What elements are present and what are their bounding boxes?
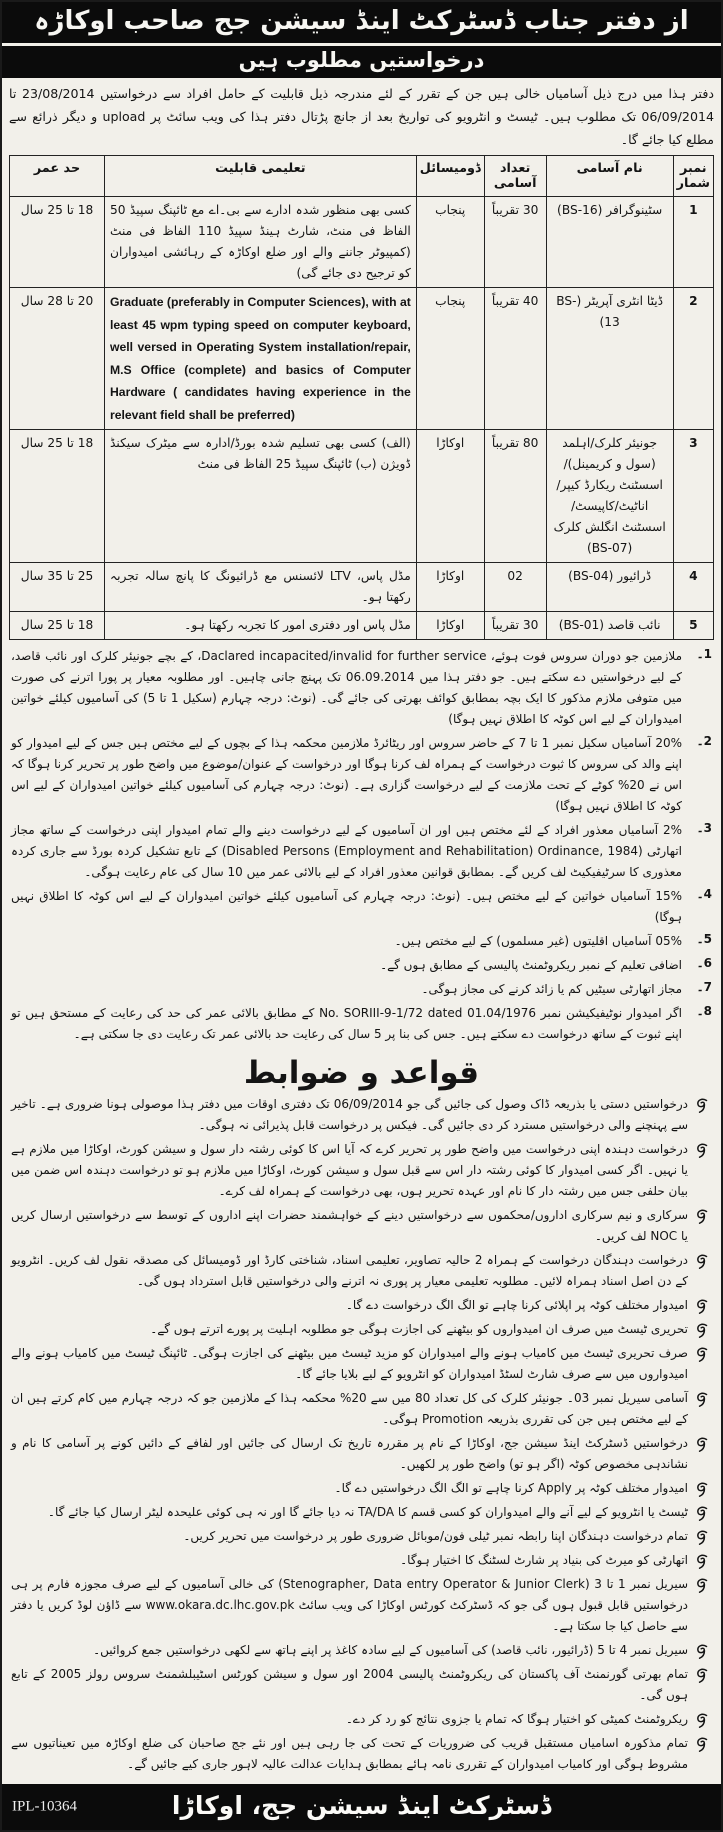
vacancies-table-header [10, 156, 714, 197]
note-text: 15% آسامیاں خواتین کے لیے مختص ہیں۔ (نوٹ: درجہ چہارم کی آسامیوں کیلئے خواتین امیدواران کے لیے اس کوٹہ کا اطلاق نہیں ہوگا) [11, 889, 682, 924]
table-row [10, 288, 714, 430]
cell-post-name: سٹینوگرافر (BS-16) [546, 197, 673, 288]
rule-text: درخواستیں دستی یا بذریعہ ڈاک وصول کی جائیں گی جو 06/09/2014 تک دفتری اوقات میں دفتر ہذا موصولی ہونا ضروری ہے۔ تاخیر سے پہنچنے والی درخواستیں مسترد کر دی جائیں گی۔ فیکس پر درخواست قابل پذیرائی نہ ہوگی۔ [11, 1097, 688, 1132]
rule-text: آسامی سیریل نمبر 03۔ جونیئر کلرک کی کل تعداد 80 میں سے 20% محکمہ ہذا کے ملازمین جو کہ درجہ چہارم میں کام کرتے ہیں ان کے لیے مختص ہیں جن کی تقرری بذریعہ Promotion ہوگی۔ [11, 1391, 689, 1426]
intro-paragraph: دفتر ہذا میں درج ذیل آسامیاں خالی ہیں جن کے تقرر کے لئے مندرجہ ذیل قابلیت کے حامل افراد سے درخواستیں 23/08/2014 تا 06/09/2014 تک مطلوب ہیں۔ ٹیسٹ و انٹرویو کی تواریخ بعد از جانچ پڑتال دفتر ہذا کی ویب سائٹ پر upload و دیگر ذرائع سے مطلع کیا جائے گا۔ [9, 86, 714, 147]
cell-domicile: اوکاڑا [416, 563, 484, 612]
col-header-serial: نمبر شمار [673, 156, 713, 197]
col-header-post-count: تعداد آسامی [484, 156, 546, 197]
note-number: 4۔ [696, 887, 712, 901]
misra-bullet-icon [688, 1550, 712, 1569]
misra-bullet-icon [688, 1319, 712, 1338]
rule-text: تحریری ٹیسٹ میں صرف ان امیدواروں کو بیٹھنے کی اجازت ہوگی جو مطلوبہ اہلیت پر پورے اترتے ہوں گے۔ [150, 1322, 688, 1336]
col-header-post-name: نام آسامی [546, 156, 673, 197]
cell-post-name: جونیئر کلرک/اہلمد (سول و کریمینل)/اسسٹنٹ ریکارڈ کیپر/اناٹیٹ/کاپیسٹ/اسسٹنٹ انگلش کلرک (BS-07) [546, 430, 673, 563]
rule-item [11, 1094, 712, 1139]
cell-domicile: پنجاب [416, 197, 484, 288]
rule-item [11, 1319, 712, 1343]
cell-serial: 3 [673, 430, 713, 563]
misra-bullet-icon [688, 1478, 712, 1497]
footer-signature: ڈسٹرکٹ اینڈ سیشن جج، اوکاڑا [171, 1790, 552, 1820]
cell-age-limit: 20 تا 28 سال [10, 288, 105, 430]
rule-text: ریکروٹمنٹ کمیٹی کو اختیار ہوگا کہ تمام یا جزوی نتائج کو رد کر دے۔ [345, 1712, 688, 1726]
rule-item [11, 1433, 712, 1478]
cell-post-name: ڈرائیور (BS-04) [546, 563, 673, 612]
ad-reference-code: IPL-10364 [12, 1798, 77, 1815]
cell-age-limit: 18 تا 25 سال [10, 612, 105, 640]
note-number: 3۔ [696, 821, 712, 835]
misra-bullet-icon [688, 1250, 712, 1269]
note-number: 6۔ [696, 956, 712, 970]
cell-serial: 1 [673, 197, 713, 288]
cell-post-count: 40 تقریباً [484, 288, 546, 430]
rule-text: صرف تحریری ٹیسٹ میں کامیاب ہونے والے امیدواران کو مزید ٹیسٹ میں بیٹھنے کی اجازت ہوگی۔ ٹائپنگ ٹیسٹ میں کامیاب ہونے والے امیدواروں میں سے صرف شارٹ لسٹڈ امیدواران کو انٹرویو کے لیے بلایا جائے گا۔ [11, 1346, 688, 1381]
cell-domicile: اوکاڑا [416, 430, 484, 563]
note-text: ملازمین جو دوران سروس فوت ہوئے، Daclared incapacited/invalid for further service، کے بچے جونیئر کلرک اور نائب قاصد، کے لیے درخواستیں دے سکتے ہیں۔ جو دفتر ہذا میں 06.09.2014 تک پہنچ جانی چاہیں۔ اور مطلوبہ معیار پر پورا اترنے کی صورت میں متوفی ملازم مذکور کا ایک بچہ بمطابق کوائف بھرتی کی جائے گی۔ (نوٹ: درجہ چہارم (سکیل 1 تا 5) کی آسامیوں کیلئے خواتین امیدواران کے لیے اس کوٹہ کا اطلاق نہیں ہوگا) [11, 649, 683, 726]
rule-text: امیدوار مختلف کوٹہ پر Apply کرنا چاہے تو الگ الگ درخواستیں دے گا۔ [334, 1481, 688, 1495]
table-row [10, 430, 714, 563]
rule-item [11, 1250, 712, 1295]
misra-bullet-icon [688, 1295, 712, 1314]
cell-post-name: ڈیٹا انٹری آپریٹر (BS-13) [546, 288, 673, 430]
note-number: 5۔ [696, 932, 712, 946]
misra-bullet-icon [688, 1139, 712, 1158]
misra-bullet-icon [688, 1574, 712, 1593]
cell-age-limit: 25 تا 35 سال [10, 563, 105, 612]
rule-item [11, 1139, 712, 1205]
cell-qualification: مڈل پاس اور دفتری امور کا تجربہ رکھتا ہو۔ [105, 612, 417, 640]
rule-item [11, 1478, 712, 1502]
misra-bullet-icon [688, 1640, 712, 1659]
rule-text: درخواست دہندہ اپنی درخواست میں واضح طور پر تحریر کرے کہ آیا اس کا کوئی رشتہ دار سول و سیشن کورٹ، اوکاڑا میں ملازم ہے یا نہیں۔ اگر کسی امیدوار کا کوئی رشتہ دار اس سے قبل سول و سیشن کورٹ، اوکاڑا میں ملازم ہو تو درخواست دہندہ اس ضمن میں بیان حلفی جس میں رشتہ دار کا نام اور عہدہ تحریر ہوں، بھی درخواست کے ہمراہ لف کرے۔ [11, 1142, 688, 1198]
rule-item [11, 1664, 712, 1709]
cell-age-limit: 18 تا 25 سال [10, 430, 105, 563]
cell-post-count: 02 [484, 563, 546, 612]
cell-domicile: اوکاڑا [416, 612, 484, 640]
rule-item [11, 1205, 712, 1250]
note-text: اضافی تعلیم کے نمبر ریکروٹمنٹ پالیسی کے مطابق ہوں گے۔ [380, 958, 682, 972]
table-row [10, 197, 714, 288]
rule-item [11, 1574, 712, 1640]
cell-qualification: مڈل پاس، LTV لائسنس مع ڈرائیونگ کا پانچ سالہ تجربہ رکھتا ہو۔ [105, 563, 417, 612]
cell-post-count: 30 تقریباً [484, 197, 546, 288]
note-number: 1۔ [696, 647, 712, 661]
rule-text: تمام درخواست دہندگان اپنا رابطہ نمبر ٹیلی فون/موبائل ضروری طور پر درخواست میں تحریر کریں۔ [183, 1529, 688, 1543]
footer-bar [2, 1784, 721, 1830]
notes-list [11, 646, 712, 1048]
note-text: 20% آسامیاں سکیل نمبر 1 تا 7 کے حاضر سروس اور ریٹائرڈ ملازمین محکمہ ہذا کے بچوں کے لیے مختص ہیں جس کے لیے امیدوار کو اپنے والد کی سروس کا ثبوت درخواست کے ہمراہ لف کرنا ہوگا اور درخواست کے عنوان/موضوع میں واضح طور پر تحریر کرنا ہوگا کہ اس نے 20% کوٹے کے تحت ملازمت کے لیے درخواست گزاری ہے۔ (نوٹ: درجہ چہارم کی آسامیوں کیلئے خواتین امیدواران کے لیے اس کوٹہ کا اطلاق نہیں ہوگا) [11, 736, 683, 813]
rule-item [11, 1343, 712, 1388]
misra-bullet-icon [688, 1343, 712, 1362]
note-text: اگر امیدوار نوٹیفیکیشن نمبر No. SORIII-9-1/72 dated 01.04/1976 کے مطابق بالائی عمر کی حد کی رعایت کے مستحق ہیں تو اپنے ثبوت کے ساتھ درخواست دے سکتے ہیں۔ جس کی بنا پر 5 سال کی رعایت حد بالائی عمر تک رعایت دی جا سکتی ہے۔ [11, 1006, 682, 1041]
note-item [11, 733, 712, 820]
rule-item [11, 1526, 712, 1550]
cell-domicile: پنجاب [416, 288, 484, 430]
cell-post-count: 80 تقریباً [484, 430, 546, 563]
cell-age-limit: 18 تا 25 سال [10, 197, 105, 288]
rule-item [11, 1502, 712, 1526]
cell-qualification: (الف) کسی بھی تسلیم شدہ بورڈ/ادارہ سے میٹرک سیکنڈ ڈویژن (ب) ٹائپنگ سپیڈ 25 الفاظ فی منٹ [105, 430, 417, 563]
rule-text: سرکاری و نیم سرکاری اداروں/محکموں سے درخواستیں دینے کے خواہشمند حضرات اپنے اداروں کے توسط سے درخواستیں ارسال کریں یا NOC لف کریں۔ [11, 1208, 688, 1243]
note-text: 2% آسامیاں معذور افراد کے لئے مختص ہیں اور ان آسامیوں کے لیے درخواست دینے والے تمام امیدوار اپنی درخواست کے ساتھ مجاز اتھارٹی (Disabled Persons (Employment and Rehabilitation) Ordinance, 1984) کے تابع تشکیل کردہ بورڈ سے جاری کردہ معذوری کا سرٹیفیکیٹ لف کریں گے۔ بمطابق قوانین معذور افراد کے لیے بالائی عمر میں 10 سال کی عام رعایت ہوگی۔ [11, 823, 683, 879]
misra-bullet-icon [688, 1526, 712, 1545]
cell-post-count: 30 تقریباً [484, 612, 546, 640]
rule-text: اتھارٹی کو میرٹ کی بنیاد پر شارٹ لسٹنگ کا اختیار ہوگا۔ [400, 1553, 688, 1567]
note-text: مجاز اتھارٹی سیٹیں کم یا زائد کرنے کی مجاز ہوگی۔ [421, 982, 682, 996]
misra-bullet-icon [688, 1733, 712, 1752]
misra-bullet-icon [688, 1094, 712, 1113]
cell-serial: 4 [673, 563, 713, 612]
rule-text: درخواستیں ڈسٹرکٹ اینڈ سیشن جج، اوکاڑا کے نام پر مقررہ تاریخ تک ارسال کی جائیں اور لفافے کے دائیں کونے پر آسامی کا نام و نشاندہی مخصوص کوٹہ (اگر ہو تو) واضح طور پر لکھیں۔ [11, 1436, 688, 1471]
cell-serial: 2 [673, 288, 713, 430]
rule-item [11, 1388, 712, 1433]
rules-list [11, 1094, 712, 1778]
rule-item [11, 1733, 712, 1778]
misra-bullet-icon [688, 1433, 712, 1452]
masthead-title: از دفتر جناب ڈسٹرکٹ اینڈ سیشن جج صاحب اوکاڑہ [2, 2, 721, 43]
table-row [10, 563, 714, 612]
misra-bullet-icon [688, 1388, 712, 1407]
rule-item [11, 1709, 712, 1733]
rule-text: امیدوار مختلف کوٹہ پر اپلائی کرنا چاہے تو الگ الگ درخواست دے گا۔ [345, 1298, 688, 1312]
rule-text: ٹیسٹ یا انٹرویو کے لیے آنے والے امیدواران کو کسی قسم کا TA/DA نہ دیا جائے گا اور نہ ہی کوئی علیحدہ لیٹر ارسال کیا جائے گا۔ [47, 1505, 688, 1519]
cell-qualification: کسی بھی منظور شدہ ادارے سے بی۔اے مع ٹائپنگ سپیڈ 50 الفاظ فی منٹ، شارٹ ہینڈ سپیڈ 110 الفاظ فی منٹ (کمپیوٹر جاننے والے اور ضلع اوکاڑہ کے رہائشی امیدواران کو ترجیح دی جائے گی) [105, 197, 417, 288]
ad-body [2, 78, 721, 1784]
rule-item [11, 1295, 712, 1319]
rule-item [11, 1640, 712, 1664]
note-item [11, 979, 712, 1003]
note-number: 7۔ [696, 980, 712, 994]
table-row [10, 612, 714, 640]
vacancies-table [9, 155, 714, 640]
rule-text: تمام بھرتی گورنمنٹ آف پاکستان کی ریکروٹمنٹ پالیسی 2004 اور سول و سیشن کورٹس اسٹیبلشمنٹ سروس رولز 2005 کے تابع ہوں گی۔ [11, 1667, 688, 1702]
misra-bullet-icon [688, 1664, 712, 1683]
rule-item [11, 1550, 712, 1574]
masthead-subtitle: درخواستیں مطلوب ہیں [2, 46, 721, 78]
note-number: 8۔ [696, 1004, 712, 1018]
col-header-age-limit: حد عمر [10, 156, 105, 197]
note-item [11, 1003, 712, 1048]
note-number: 2۔ [696, 734, 712, 748]
note-item [11, 886, 712, 931]
note-item [11, 931, 712, 955]
misra-bullet-icon [688, 1709, 712, 1728]
col-header-qualification: تعلیمی قابلیت [105, 156, 417, 197]
cell-qualification: Graduate (preferably in Computer Sciences), with at least 45 wpm typing speed on computer keyboard, well versed in Operating System installation/repair, M.S Office (complete) and basics of Computer Hardware ( candidates having experience in the relevant field shall be preferred) [105, 288, 417, 430]
note-item [11, 646, 712, 733]
misra-bullet-icon [688, 1205, 712, 1224]
rule-text: درخواست دہندگان درخواست کے ہمراہ 2 حالیہ تصاویر، تعلیمی اسناد، شناختی کارڈ اور ڈومیسائل کی مصدقہ نقول لف کریں۔ انٹرویو کے دن اصل اسناد ہمراہ لائیں۔ مطلوبہ تعلیمی معیار پر پوری نہ اترنے والی درخواستیں قابل استرداد ہوں گی۔ [11, 1253, 688, 1288]
note-text: 05% آسامیاں اقلیتوں (غیر مسلموں) کے لیے مختص ہیں۔ [394, 934, 682, 948]
rule-text: سیریل نمبر 4 تا 5 (ڈرائیور، نائب قاصد) کی آسامیوں کے لیے سادہ کاغذ پر اپنے ہاتھ سے لکھی درخواستیں جمع کروائیں۔ [93, 1643, 688, 1657]
col-header-domicile: ڈومیسائل [416, 156, 484, 197]
cell-serial: 5 [673, 612, 713, 640]
rule-text: سیریل نمبر 1 تا 3 (Stenographer, Data entry Operator & Junior Clerk) کی خالی آسامیوں کے لیے صرف مجوزہ فارم پر ہی درخواستیں قابل قبول ہوں گی جو کہ ڈسٹرکٹ کورٹس اوکاڑا کی ویب سائٹ www.okara.dc.lhc.gov.pk سے ڈاؤن لوڈ کریں یا دفتر سے حاصل کیا جا سکتا ہے۔ [11, 1577, 689, 1633]
rules-heading: قواعد و ضوابط [243, 1055, 480, 1091]
note-item [11, 955, 712, 979]
rule-text: تمام مذکورہ اسامیاں مستقبل قریب کی ضروریات کے تحت کی جا رہی ہیں اور نئے جج صاحبان کی ضلع اوکاڑہ میں تعیناتیوں سے مشروط ہوگی اور کامیاب امیدواران کے تقرری نامہ ہائے بمطابق ہدایات عدالت عالیہ لاہور جاری کیے جائیں گے۔ [11, 1736, 688, 1771]
cell-post-name: نائب قاصد (BS-01) [546, 612, 673, 640]
note-item [11, 820, 712, 886]
misra-bullet-icon [688, 1502, 712, 1521]
